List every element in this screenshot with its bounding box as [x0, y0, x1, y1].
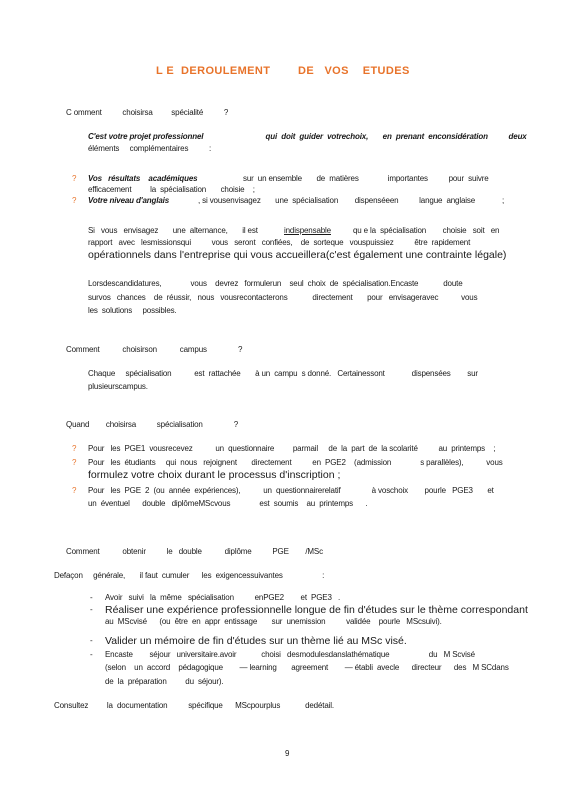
paragraph-line: qu e la spécialisation choisie soit en: [353, 226, 500, 235]
section-heading-double-diplome: Comment obtenir le double diplôme PGE /MSc: [66, 547, 323, 556]
underlined-word: indispensable: [284, 226, 331, 235]
bullet-emphasis: Vos résultats académiques: [88, 174, 198, 183]
list-item: Valider un mémoire de fin d'études sur un thème lié au MSc visé.: [105, 635, 407, 647]
paragraph-line: éléments complémentaires :: [88, 144, 212, 153]
dash-marker: -: [90, 650, 93, 659]
paragraph-line: plusieurscampus.: [88, 382, 148, 391]
list-item: Réaliser une expérience professionnelle longue de fin d'études sur le thème correspondant: [105, 604, 528, 616]
bullet-text: , si vousenvisagez une spécialisation dispenséeen langue anglaise ;: [198, 196, 505, 205]
section-heading-quand: Quand choisirsa spécialisation ?: [66, 420, 239, 429]
bullet-text: efficacement la spécialisation choisie ;: [88, 185, 255, 194]
section-heading-specialite: C omment choisirsa spécialité ?: [66, 108, 229, 117]
paragraph-line: les solutions possibles.: [88, 306, 177, 315]
list-item: au MScvisé (ou être en appr entissage sur unemission validée pourle MScsuivi).: [105, 617, 442, 626]
paragraph-line: Lorsdescandidatures, vous devrez formulerun seul choix de spécialisation.Encaste doute: [88, 279, 463, 288]
list-item: Avoir suivi la même spécialisation enPGE2 et PGE3 .: [105, 593, 341, 602]
paragraph-line: Chaque spécialisation est rattachée à un campu s donné. Certainessont dispensées sur: [88, 369, 478, 378]
bullet-text: un éventuel double diplômeMScvous est soumis au printemps .: [88, 499, 368, 508]
bullet-question-mark: ?: [72, 444, 77, 453]
paragraph-line: survos chances de réussir, nous vousrecontacterons directement pour envisageravec vous: [88, 293, 478, 302]
list-item: Encaste séjour universitaire.avoir choisi desmodulesdanslathématique du M Scvisé: [105, 650, 475, 659]
dash-marker: -: [90, 605, 93, 614]
paragraph-line: Si vous envisagez une alternance, il est: [88, 226, 258, 235]
bullet-question-mark: ?: [72, 196, 77, 205]
title-left: L E DEROULEMENT: [156, 65, 271, 77]
section-heading-campus: Comment choisirson campus ?: [66, 345, 243, 354]
bullet-text: Pour les PGE1 vousrecevez un questionnaire parmail de la part de la scolarité au printemps ;: [88, 444, 496, 453]
paragraph-line: opérationnels dans l'entreprise qui vous accueillera(c'est également une contrainte légale): [88, 249, 507, 261]
bullet-question-mark: ?: [72, 174, 77, 183]
dash-marker: -: [90, 593, 93, 602]
bullet-text: sur un ensemble de matières importantes pour suivre: [243, 174, 489, 183]
page-number: 9: [285, 749, 290, 758]
outro-line: Consultez la documentation spécifique MScpourplus dedétail.: [54, 701, 334, 710]
paragraph-line: rapport avec lesmissionsqui vous seront confiées, de sorteque vouspuissiez être rapidement: [88, 238, 471, 247]
bullet-question-mark: ?: [72, 486, 77, 495]
bullet-text: Pour les PGE 2 (ou année expériences), un questionnairerelatif à voschoix pourle PGE3 et: [88, 486, 494, 495]
list-item: (selon un accord pédagogique — learning agreement — établi avecle directeur des M SCdans: [105, 663, 509, 672]
bullet-text: formulez votre choix durant le processus d'inscription ;: [88, 469, 341, 481]
title-right: DE VOS ETUDES: [298, 65, 410, 77]
bullet-text: Pour les étudiants qui nous rejoignent directement en PGE2 (admission s parallèles), vous: [88, 458, 503, 467]
bullet-question-mark: ?: [72, 458, 77, 467]
list-item: de la préparation du séjour).: [105, 677, 224, 686]
dash-marker: -: [90, 636, 93, 645]
intro-line: Defaçon générale, il faut cumuler les exigencessuivantes :: [54, 571, 325, 580]
paragraph-line: C'est votre projet professionnel qui doit guider votrechoix, en prenant enconsidération deux: [88, 132, 527, 141]
bullet-emphasis: Votre niveau d'anglais: [88, 196, 169, 205]
